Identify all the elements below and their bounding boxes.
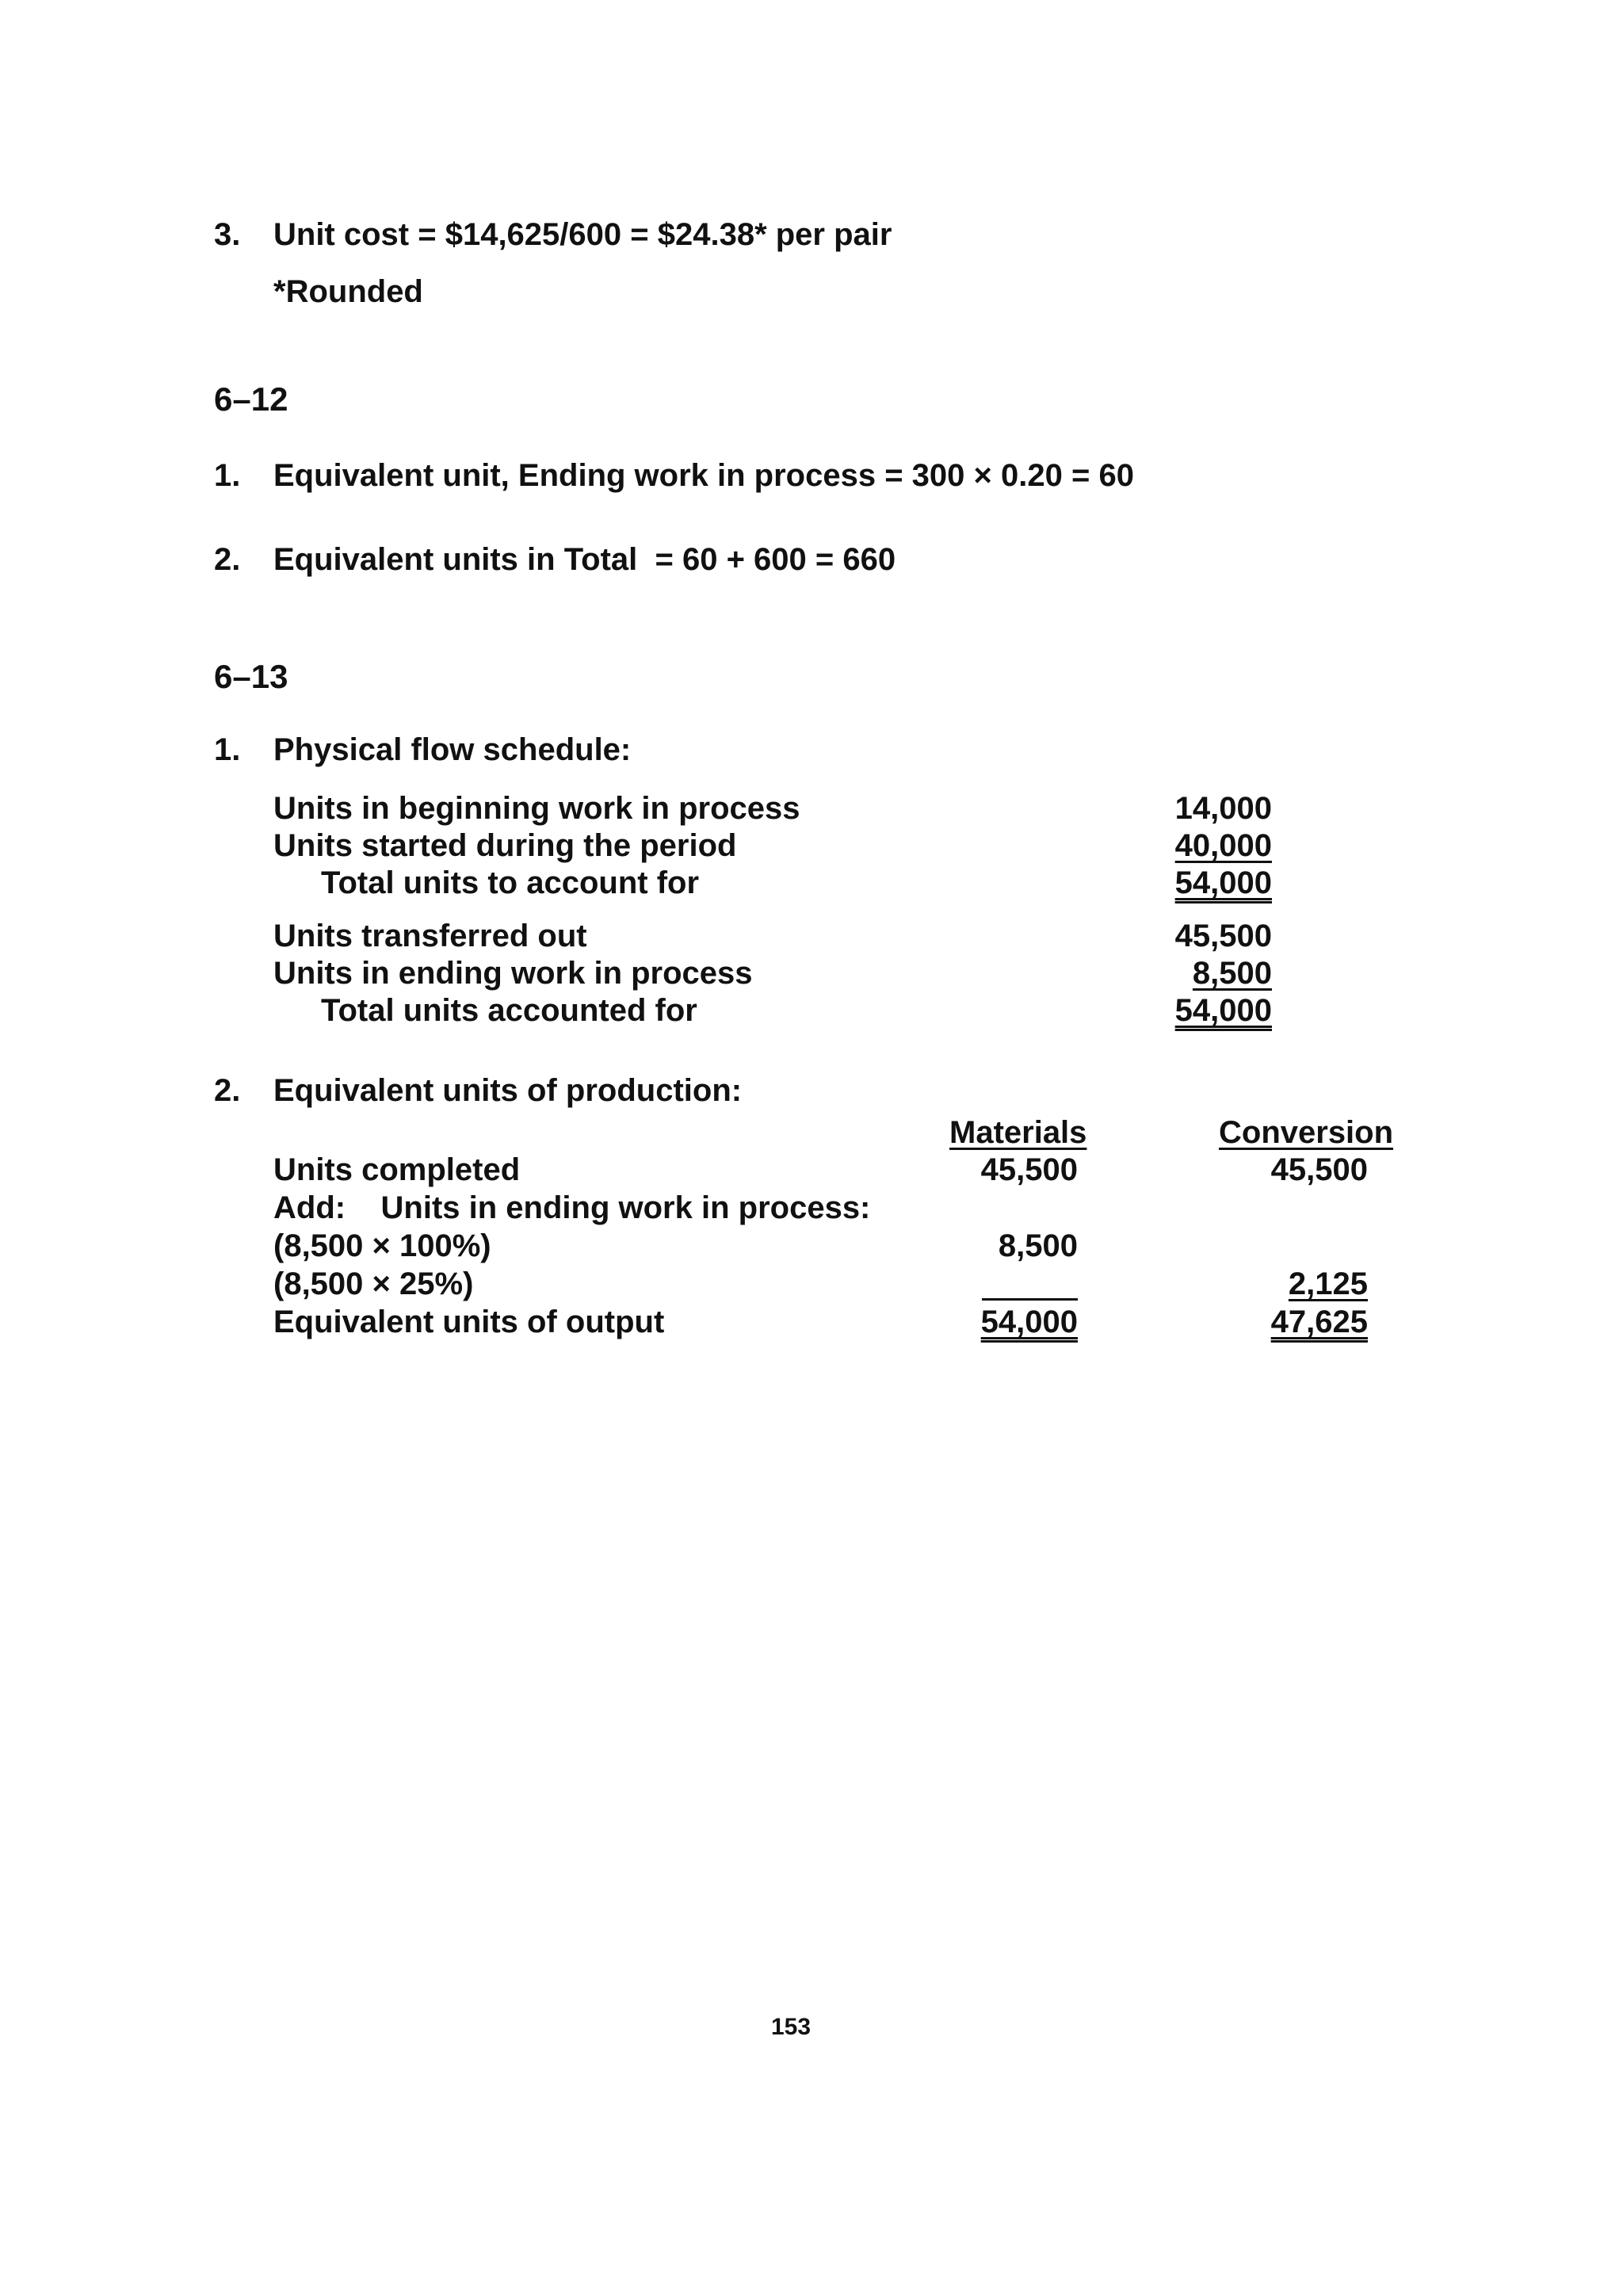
eq-row-label: Units completed bbox=[273, 1152, 521, 1187]
flow-row-value: 40,000 bbox=[1174, 828, 1272, 863]
flow-row-value: 8,500 bbox=[1192, 956, 1272, 991]
flow-row-label: Units in ending work in process bbox=[273, 956, 753, 991]
flow-row-label: Units started during the period bbox=[273, 828, 737, 863]
item-1-number: 1. bbox=[214, 732, 241, 767]
flow-total-value: 54,000 bbox=[1174, 993, 1272, 1028]
flow-total-value: 54,000 bbox=[1174, 865, 1272, 900]
materials-column-header: Materials bbox=[949, 1115, 1087, 1150]
page-number: 153 bbox=[770, 2014, 812, 2040]
eq-total-materials: 54,000 bbox=[980, 1305, 1078, 1339]
item-2-number: 2. bbox=[214, 1073, 241, 1108]
flow-total-label: Total units to account for bbox=[321, 865, 700, 900]
physical-flow-title: Physical flow schedule: bbox=[273, 732, 632, 767]
flow-row-value: 14,000 bbox=[1174, 791, 1272, 826]
eq-total-conversion: 47,625 bbox=[1270, 1305, 1368, 1339]
heading-6-12: 6–12 bbox=[214, 380, 288, 418]
eq-row-conversion: 45,500 bbox=[1270, 1152, 1368, 1187]
item-1-number: 1. bbox=[214, 458, 241, 493]
rounded-footnote: *Rounded bbox=[273, 274, 423, 309]
flow-row-value: 45,500 bbox=[1174, 919, 1272, 953]
eq-row-label: Add: Units in ending work in process: bbox=[273, 1190, 871, 1225]
eq-row-label: (8,500 × 100%) bbox=[273, 1228, 491, 1263]
equivalent-unit-line: Equivalent unit, Ending work in process = 300 × 0.20 = 60 bbox=[273, 458, 1134, 493]
eq-row-materials: 45,500 bbox=[980, 1152, 1078, 1187]
heading-6-13: 6–13 bbox=[214, 658, 288, 695]
eq-row-materials: 8,500 bbox=[998, 1228, 1078, 1263]
item-2-number: 2. bbox=[214, 542, 241, 577]
eq-row-label: (8,500 × 25%) bbox=[273, 1266, 474, 1301]
conversion-column-header: Conversion bbox=[1219, 1115, 1394, 1150]
materials-subtotal-rule bbox=[982, 1298, 1078, 1301]
eq-total-label: Equivalent units of output bbox=[273, 1305, 665, 1339]
equivalent-units-total-line: Equivalent units in Total = 60 + 600 = 660 bbox=[273, 542, 896, 577]
flow-total-label: Total units accounted for bbox=[321, 993, 697, 1028]
item-3-number: 3. bbox=[214, 217, 241, 252]
unit-cost-line: Unit cost = $14,625/600 = $24.38* per pair bbox=[273, 217, 892, 252]
flow-row-label: Units in beginning work in process bbox=[273, 791, 800, 826]
flow-row-label: Units transferred out bbox=[273, 919, 587, 953]
eq-row-conversion: 2,125 bbox=[1288, 1266, 1368, 1301]
equivalent-units-title: Equivalent units of production: bbox=[273, 1073, 743, 1108]
